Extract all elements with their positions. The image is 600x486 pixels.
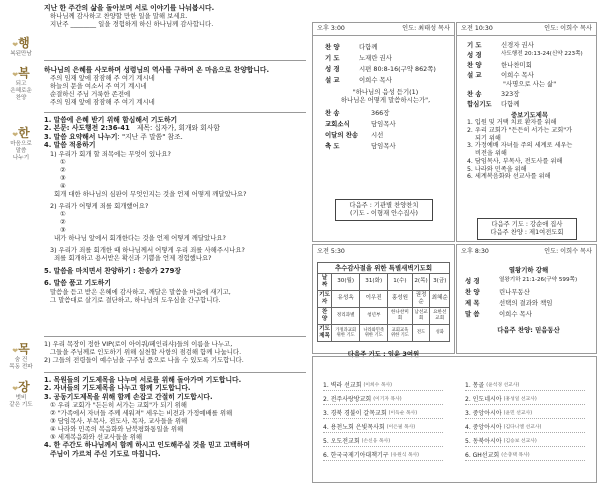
service-3pm: [312, 22, 455, 242]
list-item: 4. 중앙아시아 (김다니엘 선교사): [465, 419, 585, 433]
list-item: 2. 인도네시아 (홍성일 선교사): [465, 391, 585, 405]
intercession-title: 중보기도제목: [510, 111, 549, 119]
heart-icon: ❤: [12, 41, 19, 49]
order-row: 성 경 시편 80:8-16(구약 862쪽): [325, 65, 436, 73]
section-lead: 지난 한 주간의 삶을 돌아보며 서로 이야기를 나눠봅시다.: [44, 4, 215, 12]
service-time: 오후 3:00: [317, 25, 345, 33]
heart-icon: ❤: [12, 385, 19, 393]
list-item: 3. 중앙아시아 (윤민 선교사): [465, 405, 585, 419]
order-row: 제 목 선택의 결과와 책임: [465, 299, 553, 307]
list-item: 5. 오도전교회 (손신웅 목사): [323, 433, 443, 447]
order-row: 설 교 이희수 목사: [325, 76, 392, 84]
divider: [44, 372, 306, 373]
dawn-schedule-table: [317, 273, 450, 342]
order-row: 이달의 찬송 시선: [325, 131, 384, 139]
list-item: 6. 한국국제기아대책기구 (유원식 목사): [323, 447, 443, 461]
divider: [44, 336, 306, 337]
next-week-notice: 다음주 찬양: 믿음동산: [497, 326, 560, 334]
service-dawn: [312, 244, 455, 358]
service-time: 오후 8:30: [461, 247, 489, 255]
series-title: 열왕기하 강해: [508, 266, 549, 274]
order-row: 찬 양 다함께: [325, 43, 378, 51]
heart-icon: ❤: [12, 347, 19, 355]
order-row: 축 도 담임목사: [325, 142, 396, 150]
list-item: 3. 경북 경불이 갈목교회 (이득순 목사): [323, 405, 443, 419]
service-leader: 인도: 이희수 목사: [544, 25, 592, 33]
sermon-title: "사명으로 사는 삶": [503, 80, 557, 88]
heart-icon: ❤: [12, 131, 19, 139]
section-tag: ❤복 되고 은혜로운 찬양: [10, 66, 32, 101]
list-item: 2. 전주사랑방교회 (이기자 목사): [323, 391, 443, 405]
list-item: 5. 동북아시아 (김승보 선교사): [465, 433, 585, 447]
order-row: 기 도 신경자 권사: [467, 41, 534, 49]
domestic-missions: [323, 377, 443, 461]
next-week-notice: 다음주 기도 : 임윤 3여원: [347, 349, 420, 358]
list-item: 4. 용천노회 은빛목사회 (이은필 목사): [323, 419, 443, 433]
order-row: 찬 송 323장: [467, 90, 520, 98]
service-1030am: [456, 22, 597, 242]
service-leader: 인도: 이희수 목사: [544, 247, 592, 255]
service-leader: 인도: 최태성 목사: [402, 25, 450, 33]
next-week-notice: 다음주 기도 : 강순애 집사 다음주 찬양 : 제1여전도회: [477, 218, 577, 240]
order-row: 말 씀 이희수 목사: [465, 310, 532, 318]
section-lead: 하나님의 은혜를 사모하며 성령님의 역사를 구하며 온 마음으로 찬양합니다.: [44, 66, 270, 74]
table-row: 날 짜 30(월) 31(화) 1(수) 2(목) 3(금): [318, 274, 450, 291]
order-row: 찬 양 한나찬미회: [467, 61, 532, 69]
list-item: 1. 몽골 (윤석경 선교사): [465, 377, 585, 391]
section-tag: ❤목 숨 건 목동 전파: [9, 342, 33, 370]
service-evening: [456, 244, 597, 354]
table-row: 기도제목 가정과교회 위한 기도 나라와민족 위한 기도 교회교육 위한 기도 전도 성화: [318, 324, 450, 341]
mission-support-list: [312, 356, 597, 483]
order-row: 기 도 노재란 권사: [325, 54, 392, 62]
order-row: 설 교 이희수 목사: [467, 71, 534, 79]
list-item: 6. GH선교회 (손충택 목사): [465, 447, 585, 461]
heart-icon: ❤: [12, 71, 19, 79]
service-time: 오전 10:30: [461, 25, 493, 33]
table-row: 기도자 유성옥 이우진 홍성원 권정순 최혜순: [318, 290, 450, 307]
section-tag: ❤장 벗비 같은 기도: [9, 380, 33, 408]
divider: [44, 112, 306, 113]
divider: [44, 60, 306, 61]
overseas-missions: [465, 377, 585, 461]
section-tag: ❤행 복된만남: [10, 36, 32, 57]
schedule-title: 추수감사절을 위한 특별새벽기도회: [317, 262, 450, 273]
sermon-subtitle: 하나님은 어떻게 말씀하시는가",: [340, 96, 431, 104]
order-row: 성 경 사도행전 20:13-24(신약 223쪽): [467, 51, 583, 59]
order-row: 교회소식 담임목사: [325, 120, 396, 128]
section-tag: ❤한 마음으로 말씀 나누기: [10, 126, 32, 161]
next-week-notice: 다음주 : 기관별 찬양찬치 (기도 - 이형재 안수집사): [335, 199, 433, 221]
small-group-guide: ❤행 복된만남 지난 한 주간의 삶을 돌아보며 서로 이야기를 나눠봅시다. 하나님께 감사하고 찬양할 만한 일을 말해 보세요. 지난주 ________ 일을 경험하게 하신 하나님께 감사합니다. ❤복 되고 은혜로운 찬양 하나님의 은혜를 사모하며 성령님의 역사를 구하며 온 마음으로 찬양합니다. 주의 임재 앞에 잠잠해 주 여기 계시네 하늘의 문을 여소서 주 여기 계시네 순결하신 주님 거룩한 존전에 주의 임재 앞에 잠잠해 주 여기 계시네 ❤한 마음으로 말씀 나누기 1. 말씀에 은혜 받기 위해 함심해서 기도하기 2. 본문: 사도행전 2:36-41 제목: 십자가, 회개와 회사함 3. 말씀 요약해서 나누기: "지난 주 말씀" 참조. 4. 말씀 적용하기 1) 우리가 회개 할 죄목에는 무엇이 있나요? ① ② ③ ④ 회개 대한 하나님의 심판이 무엇인지는 것을 언제 어떻게 깨달았나요? 2) 우리가 어떻게 죄를 회개했어요? ① ② ③ 내가 하나님 앞에서 회개한다는 것을 언제 어떻게 깨달았나요? 3) 우리가 죄를 회개한 때 하나님께서 어떻게 우리 죄를 사해주시나요? 죄를 회개하고 용서받은 확신과 기쁨을 언제 경험했나요? 5. 말씀을 마치면서 찬양하기 : 찬송가 279장 6. 말씀 품고 기도하기 말씀을 듣고 받은 은혜에 감사하고, 깨달은 말씀을 마음에 새기고, 그 말씀대로 살기로 결단하고, 하나님의 도우심을 간구합니다. ❤목 숨 건 목동 전파 1) 우리 목장이 정한 VIP(로이 아이쿼/페인리샤)들의 이름을 나누고, 그들을 주님께로 인도하기 위해 실천할 사항의 점검해 함께 나눕니다. 2) 그들의 전령들이 예수님을 구주님 품으로 나올 수 있도록 기도합니다. ❤장 벗비 같은 기도 1. 목원들의 기도제목을 나누며 서로를 위해 돌아가며 기도합니다. 2. 자녀들의 기도제목을 나누고 함께 기도합니다. 3. 공동기도제목을 위해 함께 손잡고 간절히 기도합시다. ① 우리 교회가 "든든히 서가는 교회"가 되기 위해 ② "가족에서 자녀들 주께 세워져" 세우는 비전과 가정예배를 위해 ③ 담임목사, 부목사, 전도사, 목자, 교사들을 위해 ④ 나라와 민족의 복음화와 남북평화통일을 위해 ⑤ 세계복음화와 선교사들을 위해 4. 한 주간도 하나님께서 함께 하시고 인도해주실 것을 믿고 고백하며 주님이 가르쳐 주신 기도로 마칩니다.: [0, 0, 308, 486]
order-row: 찬 송 366장: [325, 109, 390, 117]
order-row: 성 경 열왕기하 21:1-26(구약 599쪽): [465, 277, 578, 285]
order-row: 찬 양 린나무동산: [465, 288, 530, 296]
list-item: 1. 벽라 선교회 (이희수 목사): [323, 377, 443, 391]
service-time: 오전 5:30: [317, 247, 345, 255]
intercession-list: 1. 입원 및 거택 치료 환자를 위해 2. 우리 교회가 "든든히 서가는 교회"가 되기 위해 3. 가정예배 자녀들 주의 세계로 세우는 비전을 위해 4. 담임목사, 부목사, 전도사를 위해 5. 나라와 민족을 위해 6. 세계복음화와 선교사를 위해: [467, 119, 573, 181]
sermon-title: "하나님의 음성 듣기(1): [352, 88, 419, 96]
order-row: 합심기도 다함께: [467, 100, 520, 108]
table-row: 찬 양 정리과별 청년부 한나찬미회 남선교회 요한선교회: [318, 307, 450, 324]
